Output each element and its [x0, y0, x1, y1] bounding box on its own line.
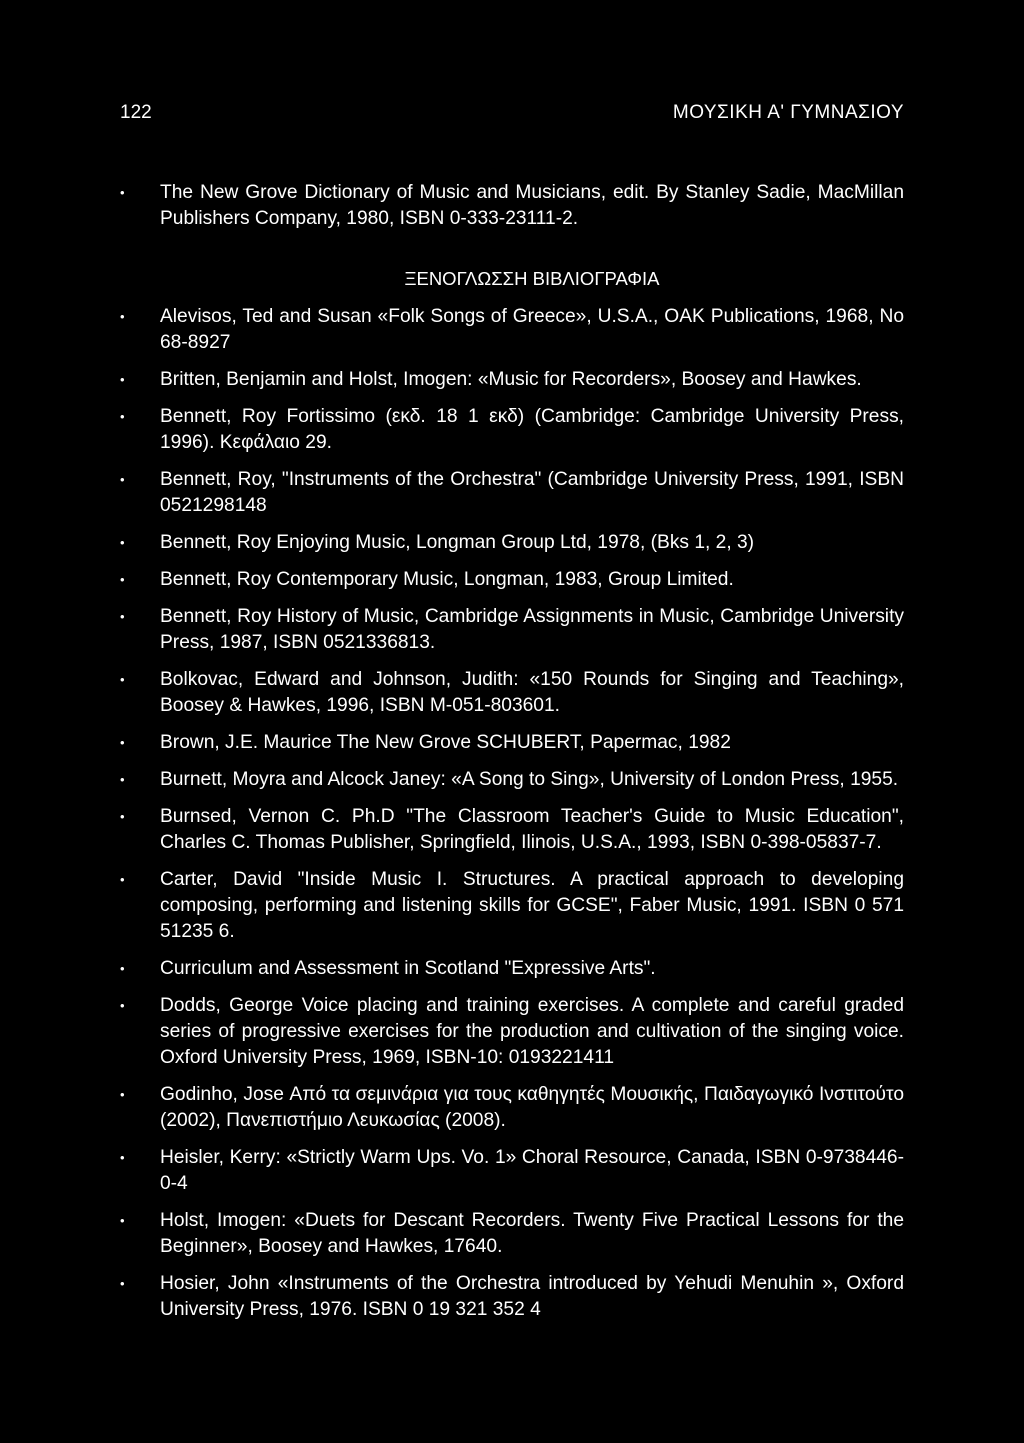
- bullet-icon: •: [120, 572, 125, 587]
- reference-text: Holst, Imogen: «Duets for Descant Recorders. Twenty Five Practical Lessons for the Beginner», Boosey and Hawkes, 17640.: [160, 1210, 904, 1257]
- reference-text: Bennett, Roy, "Instruments of the Orchestra" (Cambridge University Press, 1991, ISBN 0521298148: [160, 469, 904, 516]
- reference-item: [120, 1082, 904, 1134]
- bullet-icon: •: [120, 409, 125, 424]
- reference-text: Heisler, Kerry: «Strictly Warm Ups. Vo. 1» Choral Resource, Canada, ISBN 0-9738446-0-4: [160, 1147, 904, 1194]
- bullet-icon: •: [120, 961, 125, 976]
- reference-text: Britten, Benjamin and Holst, Imogen: «Music for Recorders», Boosey and Hawkes.: [160, 369, 862, 390]
- reference-item: [120, 367, 904, 393]
- reference-text: Bennett, Roy Enjoying Music, Longman Group Ltd, 1978, (Bks 1, 2, 3): [160, 532, 755, 553]
- bullet-icon: •: [120, 735, 125, 750]
- bullet-icon: •: [120, 535, 125, 550]
- bullet-icon: •: [120, 1087, 125, 1102]
- bullet-icon: •: [120, 1276, 125, 1291]
- reference-text: Carter, David "Inside Music I. Structures. A practical approach to developing composing, performing and listening skills for GCSE", Faber Music, 1991. ISBN 0 571 51235 6.: [160, 869, 904, 942]
- bullet-icon: •: [120, 809, 125, 824]
- reference-item: [120, 404, 904, 456]
- reference-item: [120, 993, 904, 1071]
- reference-text: Brown, J.E. Maurice The New Grove SCHUBERT, Papermac, 1982: [160, 732, 731, 753]
- reference-item: [120, 767, 904, 793]
- reference-item: [120, 530, 904, 556]
- bullet-icon: •: [120, 772, 125, 787]
- reference-item: [120, 1271, 904, 1323]
- reference-item: [120, 567, 904, 593]
- reference-text: The New Grove Dictionary of Music and Musicians, edit. By Stanley Sadie, MacMillan Publishers Company, 1980, ISBN 0-333-23111-2.: [160, 182, 904, 229]
- reference-item: [120, 867, 904, 945]
- reference-item: [120, 180, 904, 232]
- reference-text: Hosier, John «Instruments of the Orchestra introduced by Yehudi Menuhin », Oxford University Press, 1976. ISBN 0 19 321 352 4: [160, 1273, 904, 1320]
- reference-text: Alevisos, Ted and Susan «Folk Songs of Greece», U.S.A., OAK Publications, 1968, No 68-8927: [160, 306, 904, 353]
- bullet-icon: •: [120, 998, 125, 1013]
- reference-text: Curriculum and Assessment in Scotland "Expressive Arts".: [160, 958, 656, 979]
- reference-text: Bolkovac, Edward and Johnson, Judith: «150 Rounds for Singing and Teaching», Boosey & Hawkes, 1996, ISBN M-051-803601.: [160, 669, 904, 716]
- reference-text: Burnsed, Vernon C. Ph.D "The Classroom Teacher's Guide to Music Education", Charles C. Thomas Publisher, Springfield, Ilinois, U.S.A., 1993, ISBN 0-398-05837-7.: [160, 806, 904, 853]
- bullet-icon: •: [120, 472, 125, 487]
- reference-text: Dodds, George Voice placing and training exercises. A complete and careful graded series of progressive exercises for the production and cultivation of the singing voice. Oxford University Press, 1969, ISBN-10: 0193221411: [160, 995, 904, 1068]
- reference-item: [120, 667, 904, 719]
- reference-text: Bennett, Roy History of Music, Cambridge Assignments in Music, Cambridge University Press, 1987, ISBN 0521336813.: [160, 606, 904, 653]
- section-heading: ΞΕΝΟΓΛΩΣΣΗ ΒΙΒΛΙΟΓΡΑΦΙΑ: [404, 268, 660, 289]
- reference-text: Bennett, Roy Fortissimo (εκδ. 18 1 εκδ) (Cambridge: Cambridge University Press, 1996). Κεφάλαιο 29.: [160, 406, 904, 453]
- bibliography-content: [120, 180, 904, 1334]
- page-header: [120, 100, 904, 126]
- top-reference-list: [120, 180, 904, 232]
- reference-item: [120, 1145, 904, 1197]
- reference-text: Burnett, Moyra and Alcock Janey: «A Song to Sing», University of London Press, 1955.: [160, 769, 899, 790]
- reference-item: [120, 467, 904, 519]
- bullet-icon: •: [120, 372, 125, 387]
- bullet-icon: •: [120, 185, 125, 200]
- running-title: ΜΟΥΣΙΚΗ Α' ΓΥΜΝΑΣΙΟΥ: [672, 102, 904, 123]
- bullet-icon: •: [120, 1213, 125, 1228]
- reference-item: [120, 730, 904, 756]
- bullet-icon: •: [120, 872, 125, 887]
- bullet-icon: •: [120, 609, 125, 624]
- bullet-icon: •: [120, 309, 125, 324]
- page-number: 122: [120, 102, 152, 123]
- reference-text: Godinho, Jose Από τα σεμινάρια για τους καθηγητές Μουσικής, Παιδαγωγικό Ινστιτούτο (2002), Πανεπιστήμιο Λευκωσίας (2008).: [160, 1084, 904, 1131]
- reference-item: [120, 604, 904, 656]
- reference-item: [120, 1208, 904, 1260]
- reference-item: [120, 804, 904, 856]
- reference-list: [120, 304, 904, 1323]
- bullet-icon: •: [120, 1150, 125, 1165]
- reference-item: [120, 304, 904, 356]
- reference-text: Bennett, Roy Contemporary Music, Longman, 1983, Group Limited.: [160, 569, 734, 590]
- reference-item: [120, 956, 904, 982]
- bullet-icon: •: [120, 672, 125, 687]
